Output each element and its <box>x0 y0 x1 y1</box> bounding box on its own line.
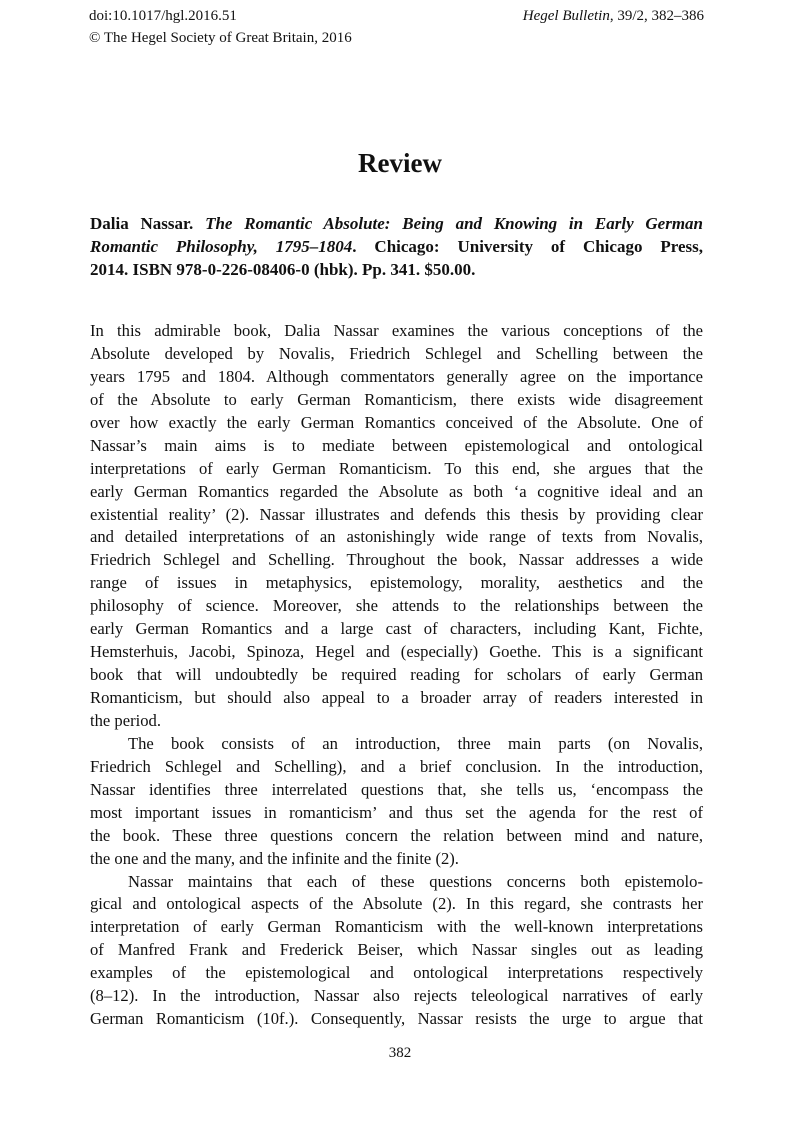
text-line: the book. These three questions concern the relation between mind and nature, <box>90 825 703 845</box>
running-header-left <box>89 5 352 49</box>
text-line: book that will undoubtedly be required reading for scholars of early German <box>90 665 703 685</box>
text-line: Nassar maintains that each of these questions concerns both epistemolo- <box>128 871 703 891</box>
text-line: most important issues in romanticism’ and thus set the agenda for the rest of <box>90 802 703 822</box>
text-line: Absolute developed by Novalis, Friedrich Schlegel and Schelling between the <box>90 343 703 363</box>
paragraph <box>90 320 703 733</box>
journal-issue: , 39/2, 382–386 <box>609 8 704 24</box>
text-line: Friedrich Schlegel and Schelling. Throughout the book, Nassar addresses a wide <box>90 550 703 570</box>
text-line: Romanticism, but should also appeal to a broader array of readers interested in <box>90 688 703 707</box>
text-line: philosophy of science. Moreover, she attends to the relationships between the <box>90 596 703 616</box>
text-line: range of issues in metaphysics, epistemology, morality, aesthetics and the <box>90 573 703 593</box>
page-number: 382 <box>388 1045 412 1061</box>
paragraph <box>90 871 703 1032</box>
text-line: German Romanticism (10f.). Consequently, Nassar resists the urge to argue that <box>90 1009 703 1029</box>
citation-publisher: . Chicago: University of Chicago Press, <box>352 237 703 256</box>
text-line: early German Romantics regarded the Absolute as both ‘a cognitive ideal and an <box>90 481 703 501</box>
paragraph <box>90 733 703 871</box>
text-line: Nassar identifies three interrelated questions that, she tells us, ‘encompass the <box>90 779 703 799</box>
text-line: and detailed interpretations of an astonishingly wide range of texts from Novalis, <box>90 527 703 547</box>
citation-author: Dalia Nassar. <box>90 214 194 233</box>
citation-details: 2014. ISBN 978-0-226-08406-0 (hbk). Pp. 341. $50.00. <box>90 260 476 279</box>
text-line: Hemsterhuis, Jacobi, Spinoza, Hegel and (especially) Goethe. This is a significant <box>90 642 703 662</box>
text-line: (8–12). In the introduction, Nassar also rejects teleological narratives of early <box>90 986 703 1006</box>
text-line: interpretations of early German Romanticism. To this end, she argues that the <box>90 458 703 478</box>
text-line: the period. <box>90 710 161 730</box>
book-citation <box>90 212 703 281</box>
citation-line <box>90 212 703 235</box>
citation-line <box>90 235 703 258</box>
text-line: of Manfred Frank and Frederick Beiser, which Nassar singles out as leading <box>90 940 703 960</box>
text-line: gical and ontological aspects of the Absolute (2). In this regard, she contrasts her <box>90 894 703 914</box>
page-title: Review <box>358 148 442 178</box>
text-line: interpretation of early German Romanticism with the well-known interpretations <box>90 917 703 937</box>
book-title-cont: Romantic Philosophy, 1795–1804 <box>90 237 353 256</box>
text-line: The book consists of an introduction, three main parts (on Novalis, <box>128 733 703 753</box>
text-line: early German Romantics and a large cast of characters, including Kant, Fichte, <box>90 619 703 639</box>
text-line: of the Absolute to early German Romanticism, there exists wide disagreement <box>90 389 703 409</box>
text-line: examples of the epistemological and ontological interpretations respectively <box>90 963 703 983</box>
review-body <box>90 320 703 1031</box>
text-line: over how exactly the early German Romantics conceived of the Absolute. One of <box>90 412 703 432</box>
text-line: Nassar’s main aims is to mediate between epistemological and ontological <box>90 435 703 455</box>
text-line: years 1795 and 1804. Although commentators generally agree on the importance <box>90 366 703 386</box>
book-title: The Romantic Absolute: Being and Knowing in Early German <box>205 214 704 233</box>
text-line: the one and the many, and the infinite and the finite (2). <box>90 848 459 868</box>
journal-name: Hegel Bulletin <box>522 8 610 24</box>
copyright-notice: © The Hegel Society of Great Britain, 2016 <box>89 30 352 46</box>
text-line: In this admirable book, Dalia Nassar examines the various conceptions of the <box>90 321 703 340</box>
text-line: Friedrich Schlegel and Schelling), and a brief conclusion. In the introduction, <box>90 756 703 776</box>
doi: doi:10.1017/hgl.2016.51 <box>89 8 237 24</box>
text-line: existential reality’ (2). Nassar illustrates and defends this thesis by providing clear <box>90 504 703 524</box>
running-header-right <box>523 5 704 27</box>
